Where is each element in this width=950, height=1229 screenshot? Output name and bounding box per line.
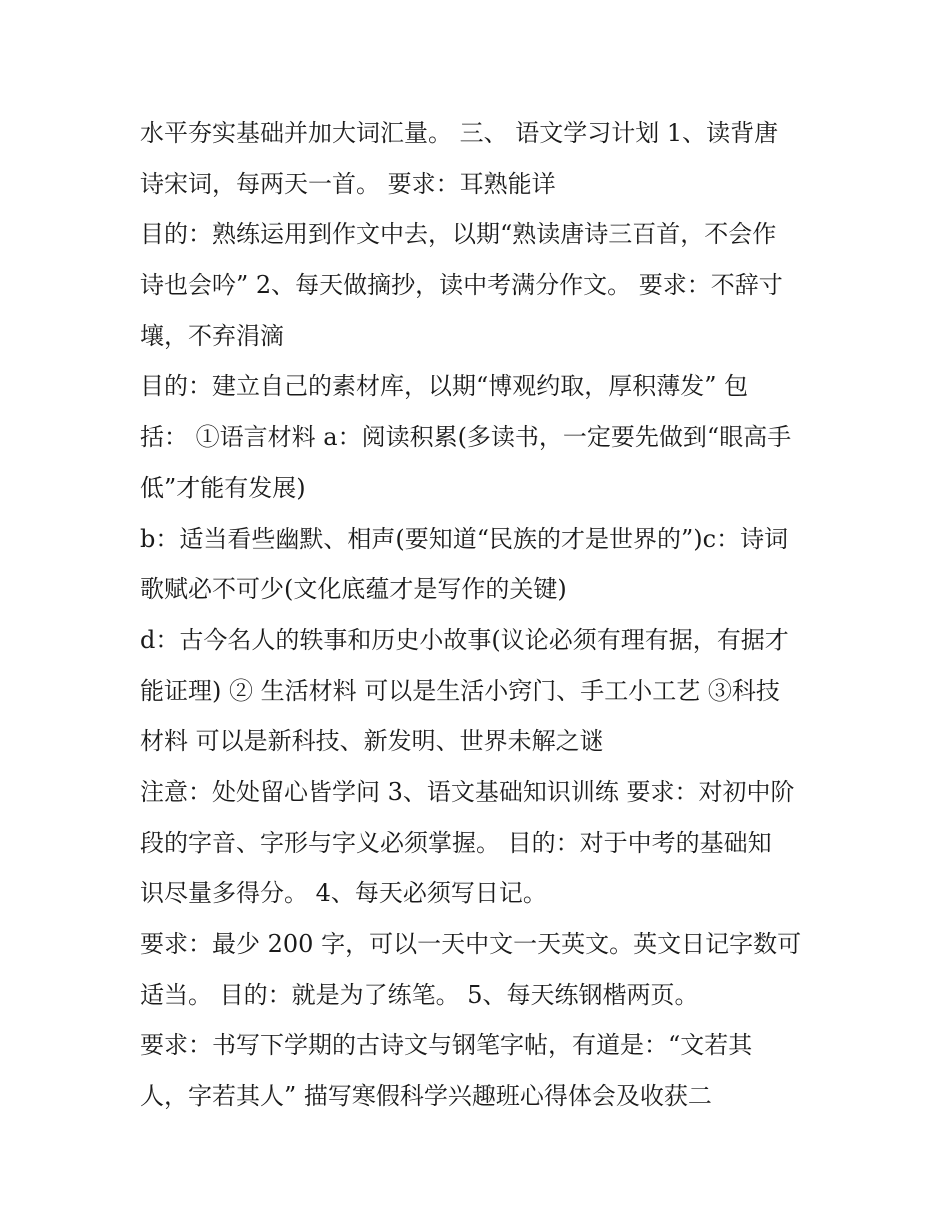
text-line: b：适当看些幽默、相声(要知道“民族的才是世界的”)c：诗词 xyxy=(140,524,789,553)
text-line: 段的字音、字形与字义必须掌握。 目的：对于中考的基础知 xyxy=(140,828,772,857)
text-line: 注意：处处留心皆学问 3、语文基础知识训练 要求：对初中阶 xyxy=(140,777,795,806)
text-line: 括： ①语言材料 a：阅读积累(多读书，一定要先做到“眼高手 xyxy=(140,423,792,452)
body-text xyxy=(140,108,820,1122)
text-line: 壤，不弃涓滴 xyxy=(140,321,284,350)
text-line: 目的：建立自己的素材库，以期“博观约取，厚积薄发” 包 xyxy=(140,372,749,401)
text-line: 诗宋词，每两天一首。 要求：耳熟能详 xyxy=(140,169,556,198)
text-line: 诗也会吟” 2、每天做摘抄，读中考满分作文。 要求：不辞寸 xyxy=(140,271,783,300)
text-line: 歌赋必不可少(文化底蕴才是写作的关键) xyxy=(140,575,567,604)
text-line: 人，字若其人” 描写寒假科学兴趣班心得体会及收获二 xyxy=(140,1082,712,1111)
text-line: 要求：最少 200 字，可以一天中文一天英文。英文日记字数可 xyxy=(140,930,802,958)
text-line: 材料 可以是新科技、新发明、世界未解之谜 xyxy=(140,727,604,756)
text-line: 识尽量多得分。 4、每天必须写日记。 xyxy=(140,879,547,908)
text-line: 目的：熟练运用到作文中去，以期“熟读唐诗三百首，不会作 xyxy=(140,220,777,249)
text-line: 水平夯实基础并加大词汇量。 三、 语文学习计划 1、读背唐 xyxy=(140,119,779,147)
text-line: 适当。 目的：就是为了练笔。 5、每天练钢楷两页。 xyxy=(140,980,699,1009)
text-line: 要求：书写下学期的古诗文与钢笔字帖，有道是：“文若其 xyxy=(140,1031,753,1060)
text-line: 低”才能有发展) xyxy=(140,473,306,502)
text-line: d：古今名人的轶事和历史小故事(议论必须有理有据，有据才 xyxy=(140,625,789,654)
text-line: 能证理) ② 生活材料 可以是生活小窍门、手工小工艺 ③科技 xyxy=(140,676,780,705)
